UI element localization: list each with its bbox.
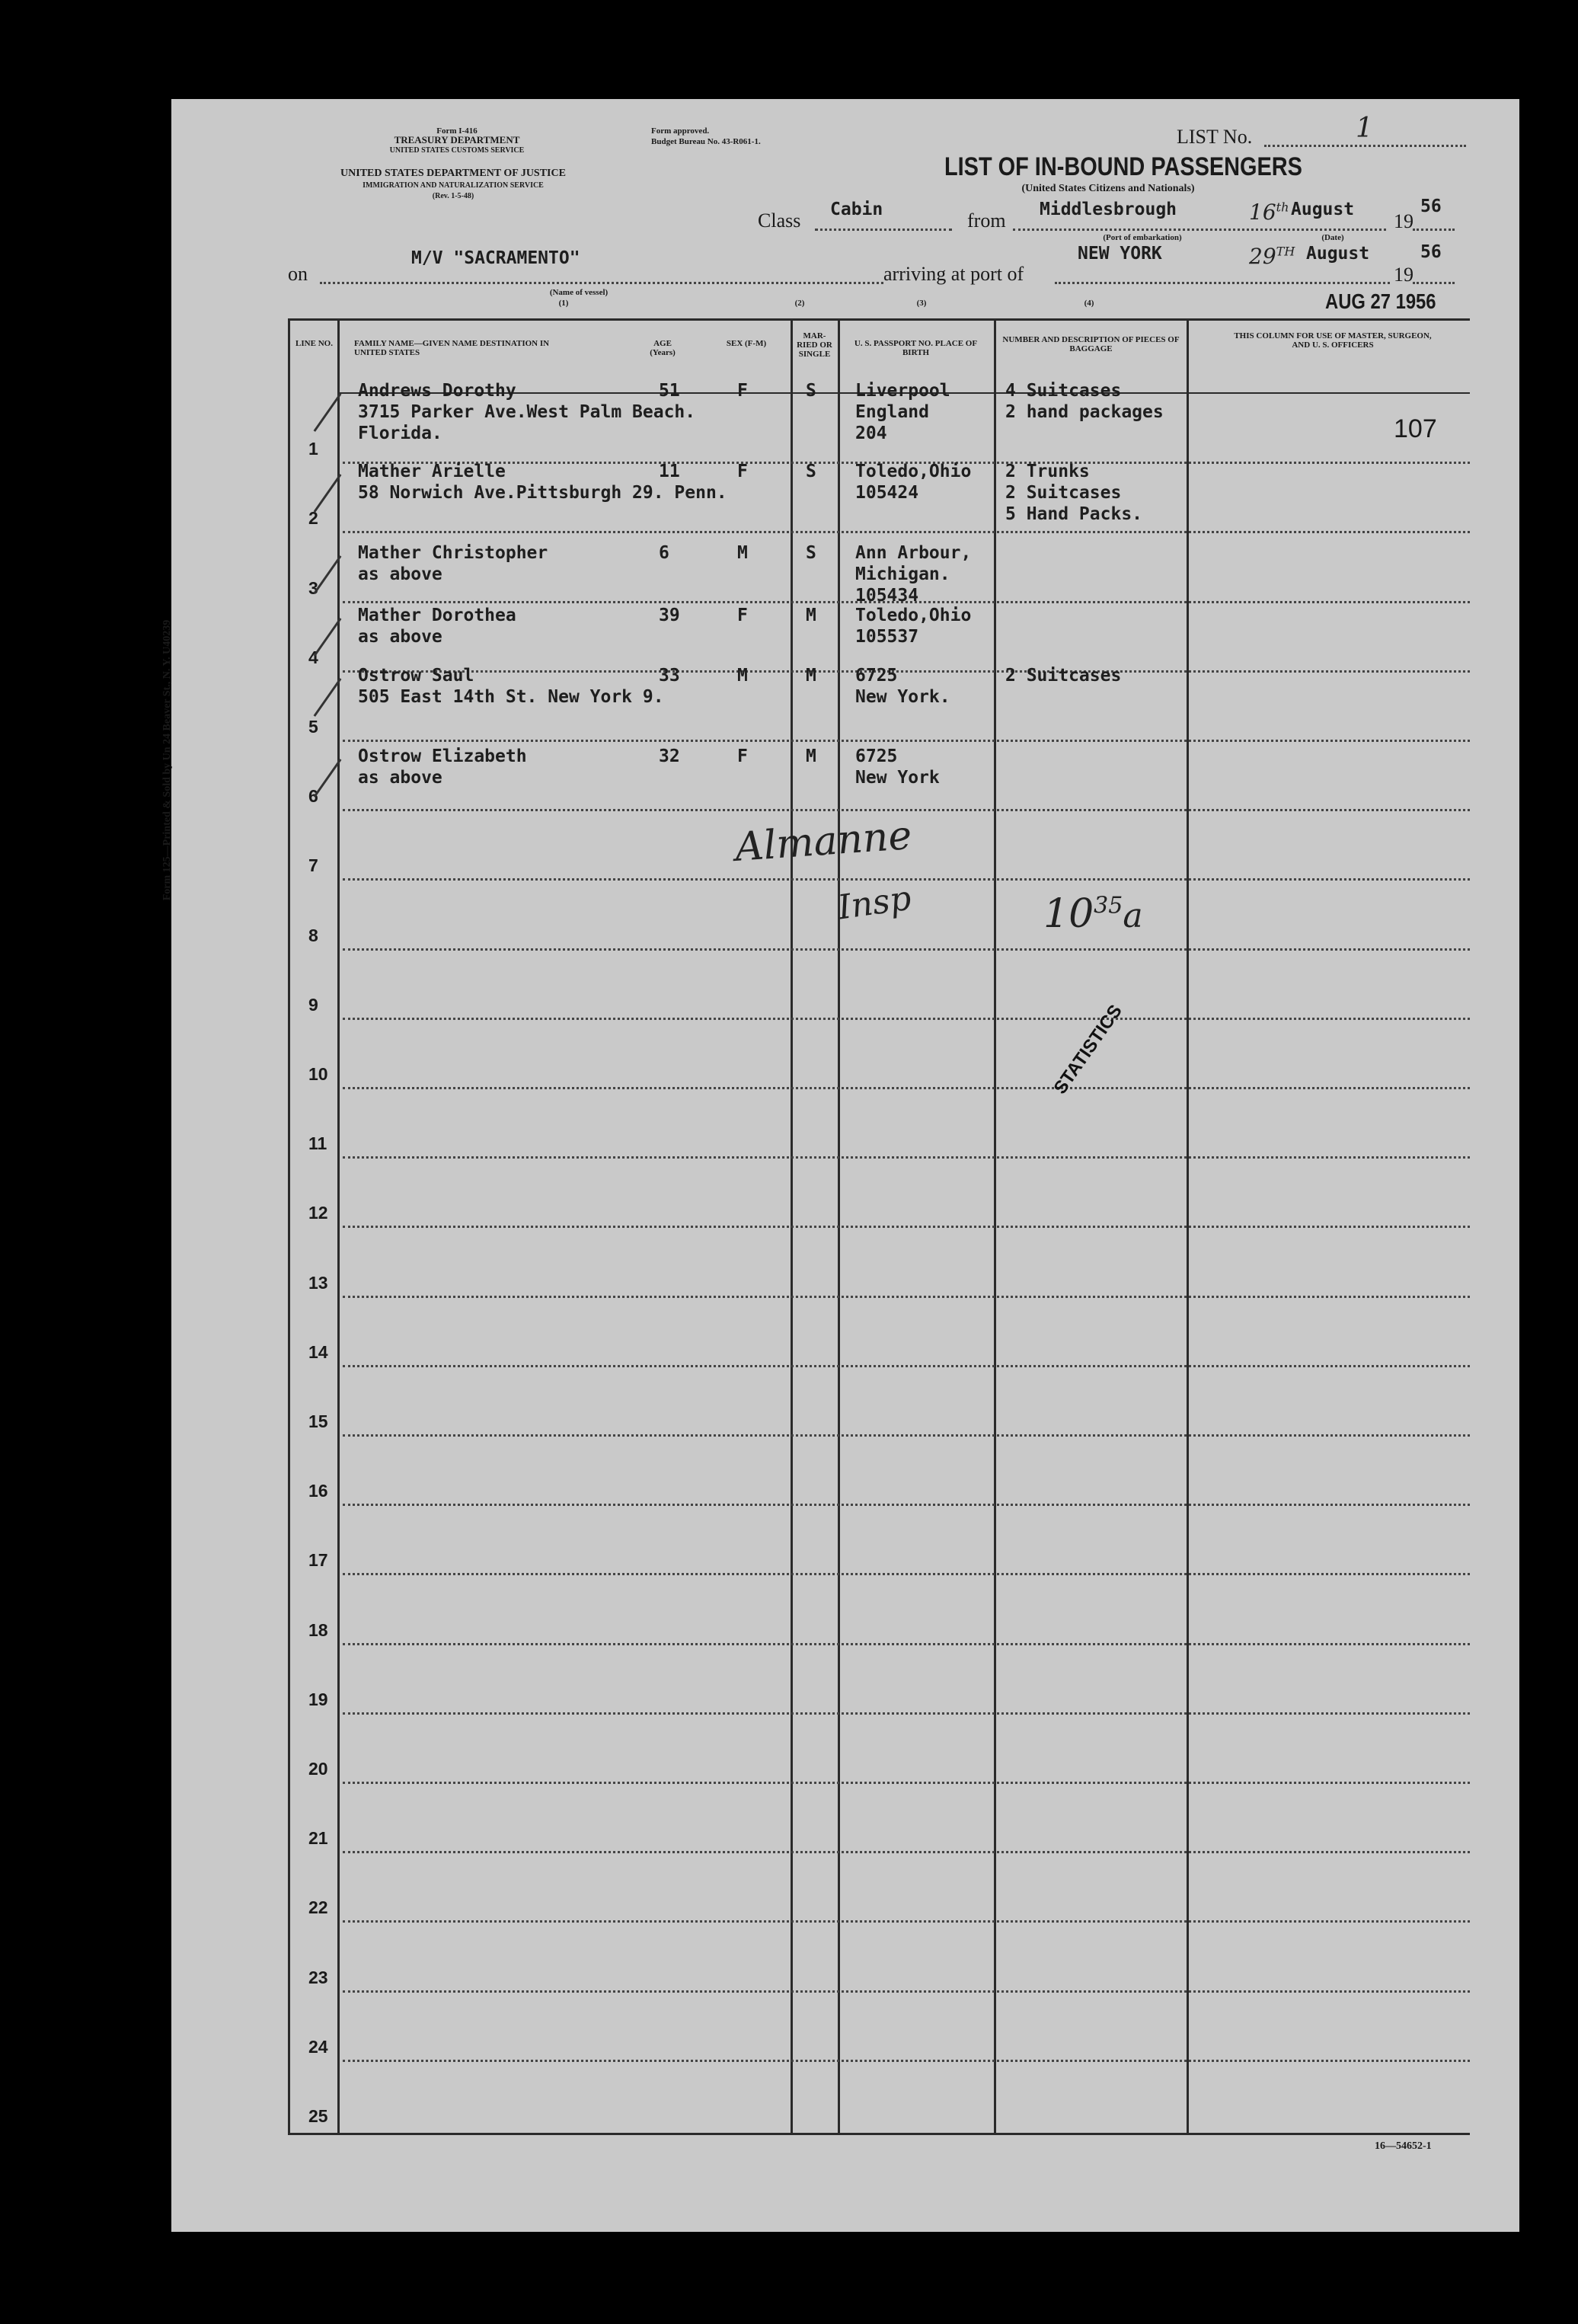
row-separator <box>343 1296 1470 1298</box>
passport-birthplace: 6725 <box>855 746 898 766</box>
passenger-name: Mather Dorothea <box>358 606 516 625</box>
line-number: 9 <box>308 994 318 1015</box>
inspection-time <box>1043 891 1143 937</box>
passenger-marital: M <box>806 746 816 766</box>
footer-code: 16—54652-1 <box>1375 2140 1432 2152</box>
passenger-sex: F <box>737 746 748 766</box>
passenger-age: 6 <box>659 543 669 563</box>
list-no-label: LIST No. <box>1177 126 1253 148</box>
passenger-sex: F <box>737 606 748 625</box>
passenger-destination: as above <box>358 627 442 647</box>
vessel-caption-num: (1) <box>558 299 569 308</box>
line-number: 19 <box>308 1689 328 1709</box>
passenger-marital: M <box>806 606 816 625</box>
passenger-marital: S <box>806 462 816 481</box>
vessel-name: M/V "SACRAMENTO" <box>411 248 580 268</box>
col-header-baggage: NUMBER AND DESCRIPTION OF PIECES OF BAGGAGE <box>1002 335 1180 353</box>
line-number: 15 <box>308 1411 328 1431</box>
table-left-border <box>288 318 290 2135</box>
line-number: 21 <box>308 1828 328 1849</box>
stamp-date: AUG 27 1956 <box>1325 289 1436 313</box>
list-no-line <box>1264 145 1466 147</box>
line-number: 24 <box>308 2036 328 2057</box>
passenger-marital: S <box>806 543 816 563</box>
passenger-sex: F <box>737 462 748 481</box>
line-number: 5 <box>308 717 318 737</box>
passport-birthplace: Toledo,Ohio <box>855 462 972 481</box>
line-number: 8 <box>308 925 318 945</box>
depart-day-num: 16 <box>1249 200 1276 225</box>
col-header-married: MAR- RIED OR SINGLE <box>797 331 832 359</box>
arrive-line <box>1055 282 1390 284</box>
depart-year-line <box>1413 229 1455 231</box>
passport-detail: 105537 <box>855 627 919 647</box>
inspection-time-min: 35 <box>1094 892 1123 919</box>
col4-caption: (4) <box>1084 299 1094 308</box>
line-number: 13 <box>308 1272 328 1293</box>
list-no-value: 1 <box>1356 113 1373 144</box>
passenger-destination: as above <box>358 768 442 788</box>
passenger-name: Andrews Dorothy <box>358 381 516 401</box>
table-top-border <box>288 318 1470 321</box>
on-label: on <box>288 263 308 285</box>
arrive-year-prefix: 19 <box>1394 264 1413 286</box>
baggage-line: 2 Suitcases <box>1005 483 1122 503</box>
officer-note: 107 <box>1394 414 1437 443</box>
passenger-destination-cont: Florida. <box>358 424 442 443</box>
row-separator <box>343 531 1470 533</box>
revision: (Rev. 1-5-48) <box>432 192 474 200</box>
col-header-name: FAMILY NAME—GIVEN NAME DESTINATION IN UNITED STATES <box>354 339 550 357</box>
passenger-sex: F <box>737 381 748 401</box>
passport-birthplace: Ann Arbour, <box>855 543 972 563</box>
depart-month: August <box>1291 200 1355 219</box>
form-approved: Form approved. <box>651 126 710 136</box>
baggage-line: 2 hand packages <box>1005 402 1164 422</box>
passport-detail: Michigan. <box>855 564 950 584</box>
row-separator <box>343 1712 1470 1715</box>
embark-caption: (Port of embarkation) <box>1103 233 1182 242</box>
class-line <box>815 229 952 231</box>
row-separator <box>343 1851 1470 1853</box>
baggage-line: 2 Suitcases <box>1005 666 1122 686</box>
from-label: from <box>967 209 1006 232</box>
line-number: 25 <box>308 2106 328 2126</box>
col3-caption: (3) <box>916 299 927 308</box>
vessel-line <box>320 282 883 284</box>
line-number: 14 <box>308 1341 328 1362</box>
passenger-destination: 3715 Parker Ave.West Palm Beach. <box>358 402 696 422</box>
passenger-marital: M <box>806 666 816 686</box>
treasury-dept: TREASURY DEPARTMENT <box>394 134 520 145</box>
passenger-age: 39 <box>659 606 680 625</box>
statistics-stamp: STATISTICS <box>1049 1001 1126 1098</box>
table-bottom-border <box>288 2133 1470 2135</box>
row-separator <box>343 1782 1470 1784</box>
row-separator <box>343 1573 1470 1575</box>
col-header-line-no: LINE NO. <box>295 339 333 348</box>
line-number: 12 <box>308 1203 328 1223</box>
col2-caption: (2) <box>794 299 805 308</box>
line-number: 22 <box>308 1897 328 1918</box>
from-line <box>1013 229 1386 231</box>
row-separator <box>343 1365 1470 1367</box>
vessel-caption: (Name of vessel) <box>549 288 609 297</box>
passport-detail: 105424 <box>855 483 919 503</box>
passenger-sex: M <box>737 666 748 686</box>
passenger-marital: S <box>806 381 816 401</box>
row-separator <box>343 1226 1470 1228</box>
row-separator <box>343 740 1470 742</box>
passenger-name: Ostrow Saul <box>358 666 474 686</box>
passenger-destination: 505 East 14th St. New York 9. <box>358 687 664 707</box>
manifest-title: LIST OF IN-BOUND PASSENGERS <box>944 152 1302 181</box>
passport-detail: New York. <box>855 687 950 707</box>
arrive-year: 56 <box>1420 242 1442 262</box>
line-number: 16 <box>308 1481 328 1501</box>
inspection-time-hour: 10 <box>1043 891 1094 937</box>
inspector-abbrev: Insp <box>835 878 914 928</box>
passenger-name: Mather Christopher <box>358 543 548 563</box>
passport-birthplace: Toledo,Ohio <box>855 606 972 625</box>
col-header-sex: SEX (F-M) <box>726 339 767 348</box>
inspection-time-suffix: a <box>1123 897 1143 935</box>
line-number: 2 <box>308 508 318 529</box>
form-id: Form I-416 <box>436 126 478 136</box>
passport-birthplace: 6725 <box>855 666 898 686</box>
from-value: Middlesbrough <box>1040 200 1177 219</box>
line-number: 1 <box>308 439 318 459</box>
col-header-officers: THIS COLUMN FOR USE OF MASTER, SURGEON, AND U. S. OFFICERS <box>1234 331 1432 350</box>
line-number: 11 <box>308 1133 327 1154</box>
passenger-name: Ostrow Elizabeth <box>358 746 527 766</box>
budget-bureau: Budget Bureau No. 43-R061-1. <box>651 137 761 146</box>
row-separator <box>343 1156 1470 1159</box>
row-separator <box>343 2060 1470 2062</box>
depart-year: 56 <box>1420 197 1442 216</box>
col-header-age: AGE (Years) <box>650 339 676 357</box>
passport-detail: England <box>855 402 929 422</box>
inspector-signature: Almanne <box>733 812 914 871</box>
arriving-label: arriving at port of <box>883 263 1024 285</box>
passenger-name: Mather Arielle <box>358 462 506 481</box>
line-number: 17 <box>308 1550 328 1571</box>
row-separator <box>343 1920 1470 1923</box>
ins-service: IMMIGRATION AND NATURALIZATION SERVICE <box>363 181 544 190</box>
passenger-age: 51 <box>659 381 680 401</box>
row-separator <box>343 1643 1470 1645</box>
side-imprint: Form 125—Printed & Sold by Un 24 Beaver St., N. Y. U40239 <box>161 619 173 901</box>
line-number: 10 <box>308 1064 328 1084</box>
passport-number: 105434 <box>855 586 919 606</box>
line-number: 6 <box>308 786 318 807</box>
arrive-day-sup: TH <box>1276 244 1295 259</box>
arrive-port: NEW YORK <box>1078 244 1162 264</box>
row-separator <box>343 670 1470 673</box>
passport-number: 204 <box>855 424 887 443</box>
row-separator <box>343 1434 1470 1437</box>
baggage-line: 5 Hand Packs. <box>1005 504 1143 524</box>
row-separator <box>343 1990 1470 1993</box>
customs-service: UNITED STATES CUSTOMS SERVICE <box>389 146 525 155</box>
depart-day-sup: th <box>1276 200 1289 215</box>
row-separator <box>343 809 1470 811</box>
date-caption: (Date) <box>1321 233 1344 242</box>
passenger-destination: as above <box>358 564 442 584</box>
passenger-age: 11 <box>659 462 680 481</box>
row-separator <box>343 1504 1470 1506</box>
col-header-passport: U. S. PASSPORT NO. PLACE OF BIRTH <box>854 339 978 357</box>
arrive-month: August <box>1306 244 1370 264</box>
line-number: 20 <box>308 1759 328 1779</box>
arrive-day-num: 29 <box>1249 244 1276 269</box>
line-number: 4 <box>308 647 318 667</box>
justice-dept: UNITED STATES DEPARTMENT OF JUSTICE <box>340 168 566 179</box>
line-number: 3 <box>308 577 318 598</box>
depart-year-prefix: 19 <box>1394 210 1413 232</box>
row-separator <box>343 1018 1470 1020</box>
depart-day <box>1249 200 1289 225</box>
passenger-sex: M <box>737 543 748 563</box>
manifest-subtitle: (United States Citizens and Nationals) <box>1021 183 1195 194</box>
row-separator <box>343 948 1470 951</box>
baggage-line: 4 Suitcases <box>1005 381 1122 401</box>
passport-detail: New York <box>855 768 940 788</box>
line-number: 23 <box>308 1967 328 1987</box>
passenger-age: 33 <box>659 666 680 686</box>
arrive-year-line <box>1413 282 1455 284</box>
arrive-day <box>1249 244 1295 269</box>
class-label: Class <box>758 209 801 232</box>
passenger-destination: 58 Norwich Ave.Pittsburgh 29. Penn. <box>358 483 727 503</box>
class-value: Cabin <box>830 200 883 219</box>
passport-birthplace: Liverpool <box>855 381 950 401</box>
line-number: 7 <box>308 855 318 876</box>
passenger-age: 32 <box>659 746 680 766</box>
row-separator <box>343 1087 1470 1089</box>
baggage-line: 2 Trunks <box>1005 462 1090 481</box>
line-number: 18 <box>308 1619 328 1640</box>
